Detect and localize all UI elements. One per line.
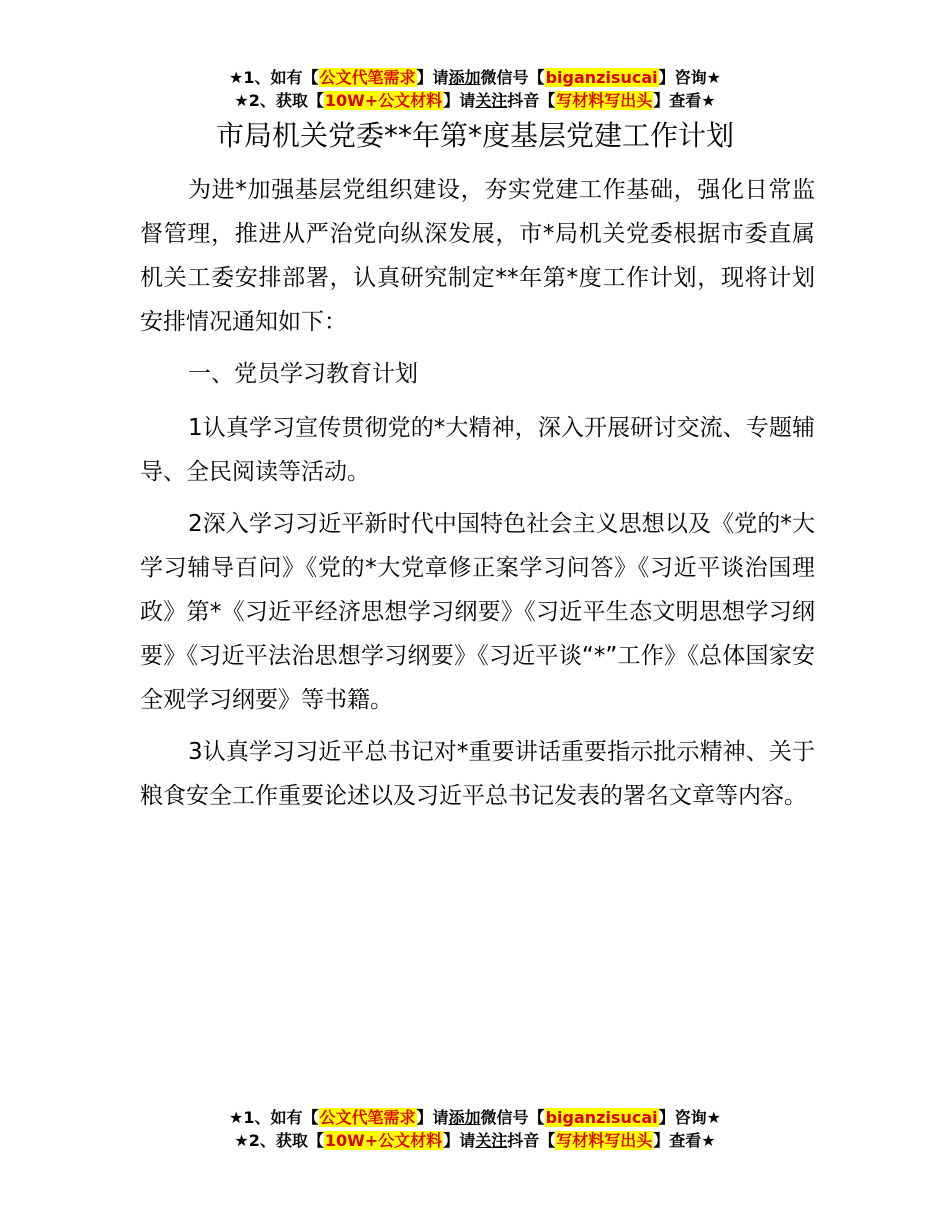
document-body (140, 168, 815, 826)
banner-text: 抖音【 (507, 1131, 556, 1150)
body-paragraph: 2深入学习习近平新时代中国特色社会主义思想以及《党的*大学习辅导百问》《党的*大党章修正案学习问答》《习近平谈治国理政》第*《习近平经济思想学习纲要》《习近平生态文明思想学习纲要》《习近平法治思想学习纲要》《习近平谈“*”工作》《总体国家安全观学习纲要》等书籍。 (140, 511, 815, 713)
banner-emphasis: 关注 (475, 91, 508, 110)
banner-highlight: biganzisucai (545, 1108, 658, 1127)
banner-text: ★2、获取【 (234, 91, 324, 110)
banner-text: 微信号【 (480, 1108, 545, 1127)
body-paragraph: 1认真学习宣传贯彻党的*大精神，深入开展研讨交流、专题辅导、全民阅读等活动。 (140, 415, 815, 485)
banner-text: ★2、获取【 (234, 1131, 324, 1150)
document-title: 市局机关党委**年第*度基层党建工作计划 (215, 119, 734, 152)
banner-text: 】请 (416, 1108, 449, 1127)
banner-highlight: 10W+公文材料 (324, 91, 443, 110)
banner-text: 】请 (416, 68, 449, 87)
banner-text: 】请 (443, 1131, 476, 1150)
banner-highlight: 写材料写出头 (556, 1131, 653, 1150)
banner-text: 】咨询★ (658, 1108, 721, 1127)
banner-text: 】查看★ (653, 91, 716, 110)
banner-text: 抖音【 (507, 91, 556, 110)
banner-line-2 (0, 1129, 950, 1152)
banner-line-2 (0, 89, 950, 112)
body-paragraph: 3认真学习习近平总书记对*重要讲话重要指示批示精神、关于粮食安全工作重要论述以及习近平总书记发表的署名文章等内容。 (140, 739, 815, 809)
banner-highlight: 公文代笔需求 (319, 68, 416, 87)
banner-text: 】请 (443, 91, 476, 110)
banner-text: ★1、如有【 (229, 1108, 319, 1127)
header-banner (0, 66, 950, 112)
banner-highlight: biganzisucai (545, 68, 658, 87)
banner-emphasis: 添加 (448, 68, 481, 87)
banner-text: ★1、如有【 (229, 68, 319, 87)
banner-emphasis: 添加 (448, 1108, 481, 1127)
section-heading: 一、党员学习教育计划 (188, 361, 418, 387)
banner-text: 微信号【 (480, 68, 545, 87)
banner-text: 】咨询★ (658, 68, 721, 87)
banner-highlight: 公文代笔需求 (319, 1108, 416, 1127)
banner-emphasis: 关注 (475, 1131, 508, 1150)
banner-line-1 (0, 1106, 950, 1129)
banner-line-1 (0, 66, 950, 89)
banner-text: 】查看★ (653, 1131, 716, 1150)
intro-paragraph: 为进*加强基层党组织建设，夯实党建工作基础，强化日常监督管理，推进从严治党向纵深发展，市*局机关党委根据市委直属机关工委安排部署，认真研究制定**年第*度工作计划，现将计划安排情况通知如下： (140, 177, 815, 335)
banner-highlight: 10W+公文材料 (324, 1131, 443, 1150)
footer-banner (0, 1106, 950, 1152)
banner-highlight: 写材料写出头 (556, 91, 653, 110)
